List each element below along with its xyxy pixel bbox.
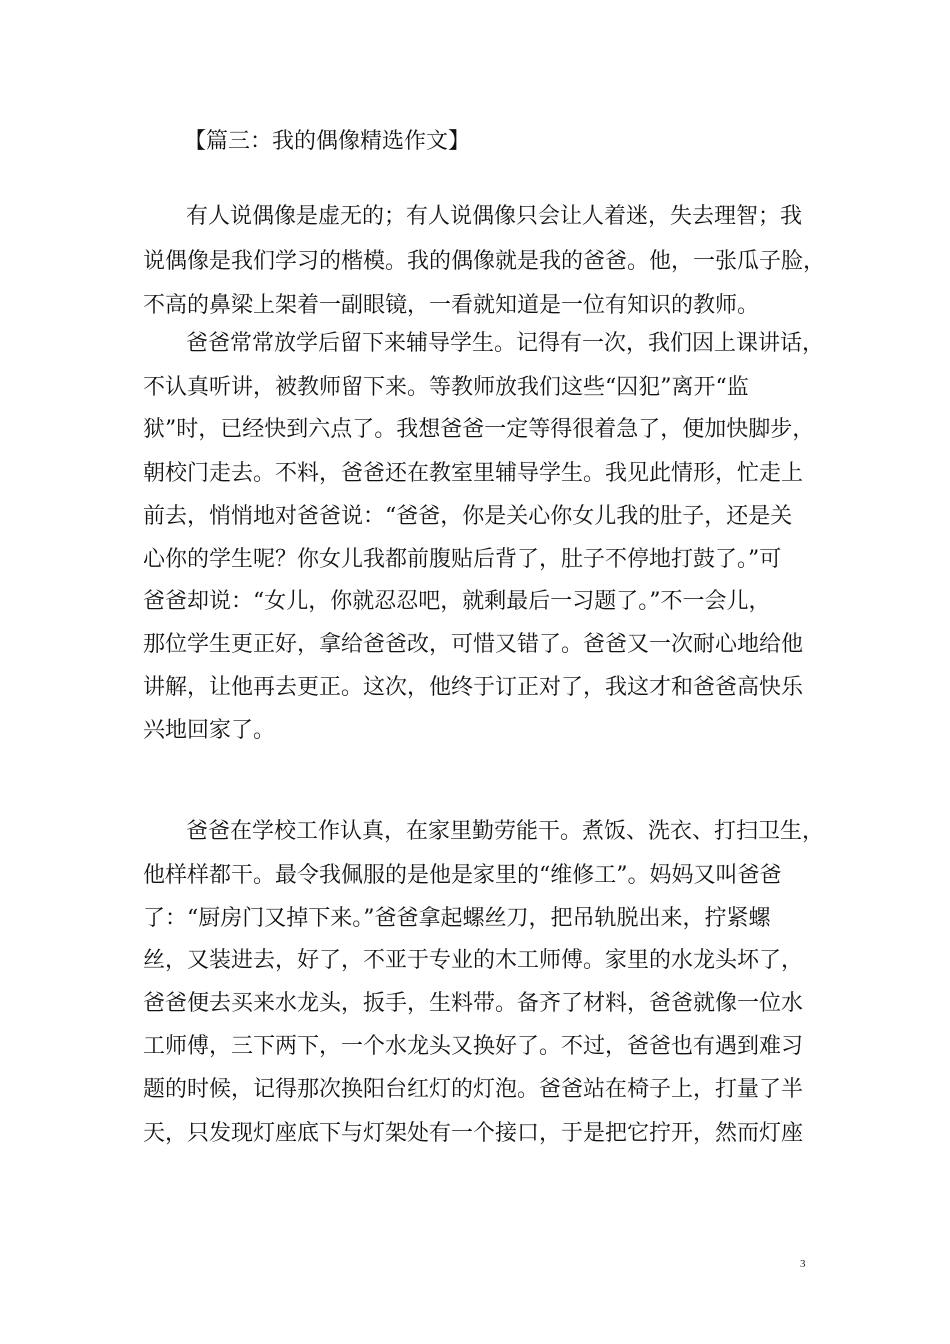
paragraph-3-line-6: 工师傅，三下两下，一个水龙头又换好了。不过，爸爸也有遇到难习 bbox=[143, 1034, 804, 1059]
paragraph-2-line-2: 不认真听讲，被教师留下来。等教师放我们这些“囚犯”离开“监 bbox=[143, 375, 749, 400]
section-heading: 【篇三：我的偶像精选作文】 bbox=[184, 129, 471, 154]
page-number: 3 bbox=[800, 1258, 806, 1270]
paragraph-2-line-3: 狱”时，已经快到六点了。我想爸爸一定等得很着急了，便加快脚步， bbox=[143, 417, 815, 442]
paragraph-3-line-4: 丝，又装进去，好了，不亚于专业的木工师傅。家里的水龙头坏了， bbox=[143, 948, 804, 973]
paragraph-1-line-3: 不高的鼻梁上架着一副眼镜，一看就知道是一位有知识的教师。 bbox=[143, 293, 760, 318]
paragraph-3-line-2: 他样样都干。最令我佩服的是他是家里的“维修工”。妈妈又叫爸爸 bbox=[143, 863, 782, 888]
paragraph-3-line-8: 天，只发现灯座底下与灯架处有一个接口，于是把它拧开，然而灯座 bbox=[143, 1121, 804, 1146]
paragraph-2-line-9: 讲解，让他再去更正。这次，他终于订正对了，我这才和爸爸高快乐 bbox=[143, 675, 804, 700]
paragraph-2-line-10: 兴地回家了。 bbox=[143, 718, 276, 743]
paragraph-1-line-2: 说偶像是我们学习的楷模。我的偶像就是我的爸爸。他，一张瓜子脸， bbox=[143, 249, 826, 274]
paragraph-2-line-7: 爸爸却说：“女儿，你就忍忍吧，就剩最后一习题了。”不一会儿， bbox=[143, 589, 771, 614]
paragraph-3-line-1: 爸爸在学校工作认真，在家里勤劳能干。煮饭、洗衣、打扫卫生， bbox=[186, 819, 825, 844]
paragraph-3-line-5: 爸爸便去买来水龙头，扳手，生料带。备齐了材料，爸爸就像一位水 bbox=[143, 991, 804, 1016]
paragraph-2-line-6: 心你的学生呢？你女儿我都前腹贴后背了，肚子不停地打鼓了。”可 bbox=[143, 547, 782, 572]
paragraph-3-line-3: 了：“厨房门又掉下来。”爸爸拿起螺丝刀，把吊轨脱出来，拧紧螺 bbox=[143, 906, 771, 931]
paragraph-1-line-1: 有人说偶像是虚无的；有人说偶像只会让人着迷，失去理智；我 bbox=[186, 204, 803, 229]
paragraph-2-line-1: 爸爸常常放学后留下来辅导学生。记得有一次，我们因上课讲话， bbox=[186, 331, 825, 356]
paragraph-2-line-5: 前去，悄悄地对爸爸说：“爸爸，你是关心你女儿我的肚子，还是关 bbox=[143, 504, 793, 529]
paragraph-2-line-8: 那位学生更正好，拿给爸爸改，可惜又错了。爸爸又一次耐心地给他 bbox=[143, 632, 804, 657]
paragraph-2-line-4: 朝校门走去。不料，爸爸还在教室里辅导学生。我见此情形，忙走上 bbox=[143, 461, 804, 486]
paragraph-3-line-7: 题的时候，记得那次换阳台红灯的灯泡。爸爸站在椅子上，打量了半 bbox=[143, 1077, 804, 1102]
